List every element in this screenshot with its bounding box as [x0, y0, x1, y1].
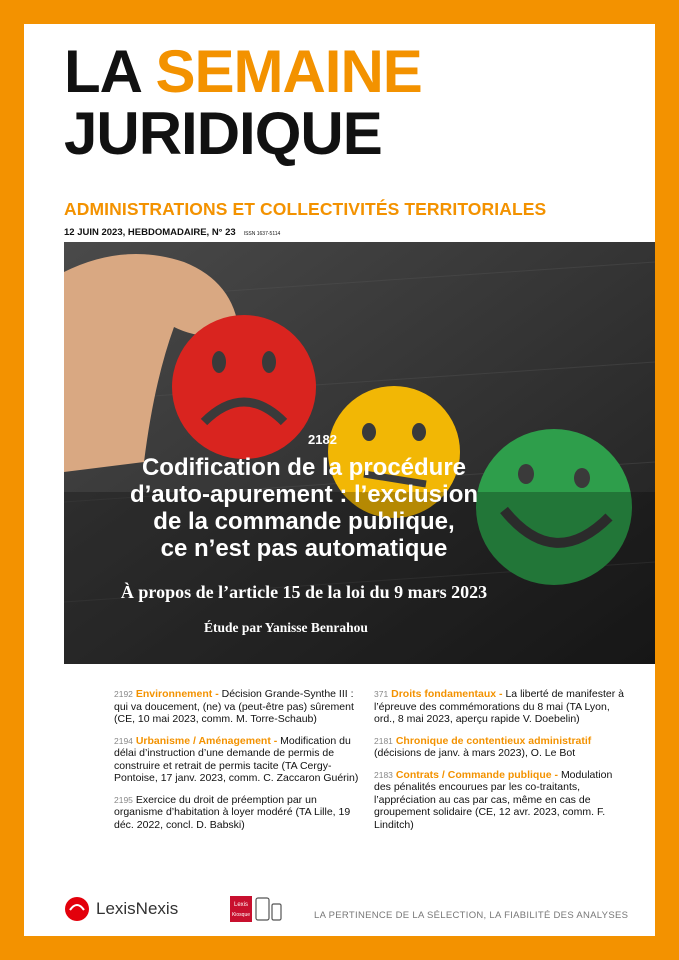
headline-line: ce n’est pas automatique [160, 535, 448, 562]
cover-headline [64, 454, 544, 562]
svg-text:Kiosque: Kiosque [231, 912, 251, 918]
summary-item [114, 688, 359, 726]
item-number: 371 [374, 689, 389, 699]
subtitle: ADMINISTRATIONS ET COLLECTIVITÉS TERRITORIALES [64, 199, 547, 219]
summary-right [374, 688, 624, 840]
item-text: Modification du délai d’instruction d’une demande de permis de construire et retrait de permis tacite (TA Cergy-Pontoise, 17 janv. 2023, comm. C. Zaccaron Guérin) [114, 734, 359, 784]
masthead-juridique: JURIDIQUE [64, 100, 382, 167]
item-text: Décision Grande-Synthe III : qui va doucement, (ne) va (peut-être pas) sûrement (CE, 10 mai 2023, comm. M. Torre-Schaub) [114, 688, 354, 725]
item-number: 2192 [114, 689, 133, 699]
masthead-semaine: SEMAINE [155, 38, 422, 105]
item-number: 2195 [114, 794, 133, 805]
item-category: Chronique de contentieux administratif [395, 734, 592, 747]
masthead-la: LA [64, 38, 140, 105]
item-text: (décisions de janv. à mars 2023), O. Le Bot [374, 747, 576, 759]
summary-item [374, 688, 624, 726]
masthead [64, 38, 422, 167]
item-number: 2194 [114, 735, 133, 746]
item-text: La liberté de manifester à l’épreuve des commémorations du 8 mai (TA Lyon, ord., 8 mai 2023, aperçu rapide V. Doebelin) [374, 688, 624, 725]
kiosque-icon [230, 896, 282, 922]
lexisnexis-logo [64, 896, 178, 922]
tagline: LA PERTINENCE DE LA SÉLECTION, LA FIABILITÉ DES ANALYSES [314, 910, 629, 921]
item-category: Contrats / Commande publique - [395, 768, 559, 781]
item-number: 2181 [374, 735, 393, 746]
cover-photo [64, 242, 655, 664]
summary-item [374, 769, 624, 832]
item-category: Droits fondamentaux - [391, 688, 503, 700]
lexisnexis-icon [64, 896, 90, 922]
item-text: Exercice du droit de préemption par un organisme d’habitation à loyer modéré (TA Lille, 19 déc. 2022, concl. D. Babski) [114, 793, 351, 831]
summary-item [114, 735, 359, 785]
cover-subtitle: À propos de l’article 15 de la loi du 9 mars 2023 [120, 582, 488, 602]
headline-line: de la commande publique, [153, 508, 455, 535]
dateline [64, 227, 280, 238]
issn: ISSN 1637-5114 [243, 231, 281, 237]
item-text: Modulation des pénalités encourues par les co-traitants, l’appréciation au cas par cas, même en cas de groupement solidaire (CE, 12 avr. 2023, comm. F. Linditch) [374, 768, 613, 831]
summary-item [114, 794, 359, 832]
svg-text:Lexis: Lexis [233, 902, 249, 908]
item-category: Environnement - [135, 688, 219, 700]
summary-item [374, 735, 624, 760]
item-number: 2183 [374, 769, 393, 780]
issue-date: 12 JUIN 2023, HEBDOMADAIRE, N° 23 [64, 227, 236, 238]
headline-line: d’auto-apurement : l’exclusion [129, 481, 479, 508]
article-number: 2182 [308, 432, 337, 447]
sad-face-icon [172, 315, 316, 459]
red-smiley [172, 315, 316, 459]
magazine-cover [24, 24, 655, 936]
item-category: Urbanisme / Aménagement - [135, 734, 278, 747]
kiosque-badge [230, 896, 282, 927]
headline-line: Codification de la procédure [141, 454, 467, 481]
summary-left [114, 688, 359, 840]
cover-author: Étude par Yanisse Benrahou [204, 620, 368, 635]
brand-name: LexisNexis [96, 899, 179, 918]
